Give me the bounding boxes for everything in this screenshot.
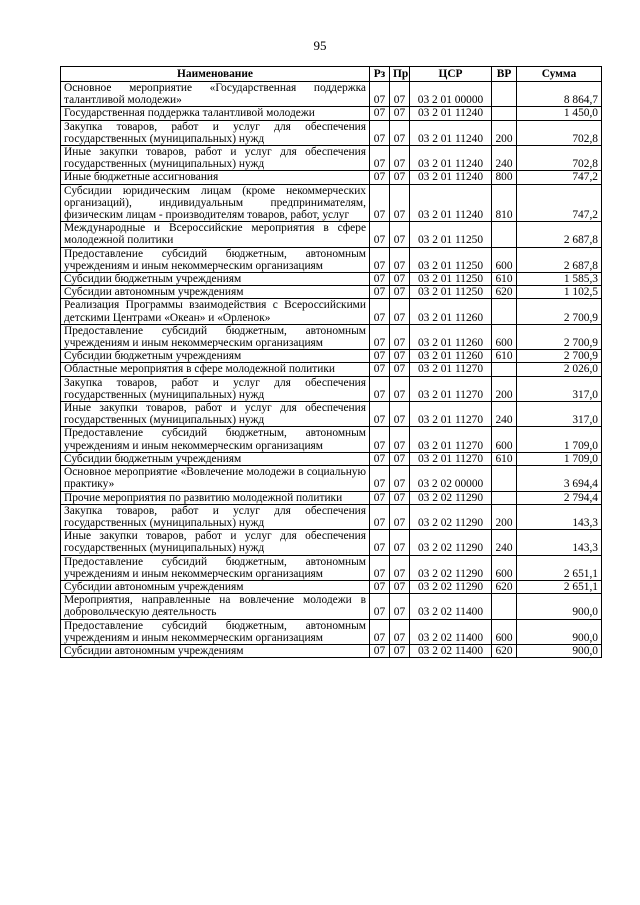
column-header-sum: Сумма xyxy=(517,67,602,82)
table-row xyxy=(61,427,602,452)
table-header-row xyxy=(61,67,602,82)
row-vr: 600 xyxy=(492,555,517,580)
row-sum: 900,0 xyxy=(517,644,602,657)
row-pr: 07 xyxy=(390,594,410,619)
row-csr: 03 2 01 11260 xyxy=(410,324,492,349)
row-rz: 07 xyxy=(370,286,390,299)
row-pr: 07 xyxy=(390,580,410,593)
row-vr xyxy=(492,82,517,107)
row-name: Государственная поддержка талантливой молодежи xyxy=(61,107,370,120)
row-rz: 07 xyxy=(370,619,390,644)
row-rz: 07 xyxy=(370,273,390,286)
row-vr xyxy=(492,466,517,491)
row-rz: 07 xyxy=(370,363,390,376)
row-sum: 1 102,5 xyxy=(517,286,602,299)
row-rz: 07 xyxy=(370,580,390,593)
row-sum: 2 687,8 xyxy=(517,222,602,247)
row-vr: 610 xyxy=(492,273,517,286)
row-name: Предоставление субсидий бюджетным, автономным учреждениям и иным некоммерческим организациям xyxy=(61,247,370,272)
row-name: Предоставление субсидий бюджетным, автономным учреждениям и иным некоммерческим организациям xyxy=(61,324,370,349)
column-header-name: Наименование xyxy=(61,67,370,82)
row-vr: 200 xyxy=(492,504,517,529)
row-sum: 747,2 xyxy=(517,171,602,184)
row-rz: 07 xyxy=(370,491,390,504)
row-rz: 07 xyxy=(370,594,390,619)
row-csr: 03 2 01 11240 xyxy=(410,120,492,145)
row-sum: 900,0 xyxy=(517,619,602,644)
row-sum: 143,3 xyxy=(517,504,602,529)
row-rz: 07 xyxy=(370,555,390,580)
row-csr: 03 2 02 11400 xyxy=(410,619,492,644)
row-sum: 1 709,0 xyxy=(517,427,602,452)
row-rz: 07 xyxy=(370,402,390,427)
table-row xyxy=(61,363,602,376)
row-csr: 03 2 01 11270 xyxy=(410,402,492,427)
row-vr: 620 xyxy=(492,644,517,657)
row-rz: 07 xyxy=(370,171,390,184)
table-row xyxy=(61,324,602,349)
row-csr: 03 2 02 11290 xyxy=(410,580,492,593)
row-vr: 240 xyxy=(492,146,517,171)
table-row xyxy=(61,644,602,657)
row-rz: 07 xyxy=(370,466,390,491)
row-csr: 03 2 02 11290 xyxy=(410,491,492,504)
row-name: Субсидии автономным учреждениям xyxy=(61,644,370,657)
row-csr: 03 2 01 00000 xyxy=(410,82,492,107)
column-header-pr: Пр xyxy=(390,67,410,82)
row-csr: 03 2 01 11240 xyxy=(410,171,492,184)
table-row xyxy=(61,555,602,580)
row-name: Иные закупки товаров, работ и услуг для обеспечения государственных (муниципальных) нужд xyxy=(61,402,370,427)
row-name: Субсидии юридическим лицам (кроме некоммерческих организаций), индивидуальным предпринимателям, физическим лицам - производителям товаров, работ, услуг xyxy=(61,184,370,222)
row-pr: 07 xyxy=(390,452,410,465)
row-sum: 2 794,4 xyxy=(517,491,602,504)
row-pr: 07 xyxy=(390,363,410,376)
row-sum: 2 651,1 xyxy=(517,555,602,580)
row-vr xyxy=(492,222,517,247)
row-rz: 07 xyxy=(370,427,390,452)
row-rz: 07 xyxy=(370,644,390,657)
row-rz: 07 xyxy=(370,107,390,120)
row-pr: 07 xyxy=(390,107,410,120)
row-sum: 3 694,4 xyxy=(517,466,602,491)
row-rz: 07 xyxy=(370,184,390,222)
row-sum: 143,3 xyxy=(517,530,602,555)
row-pr: 07 xyxy=(390,644,410,657)
row-sum: 2 687,8 xyxy=(517,247,602,272)
row-pr: 07 xyxy=(390,146,410,171)
table-row xyxy=(61,120,602,145)
row-vr: 810 xyxy=(492,184,517,222)
row-csr: 03 2 01 11240 xyxy=(410,107,492,120)
row-pr: 07 xyxy=(390,466,410,491)
table-row xyxy=(61,273,602,286)
row-vr: 600 xyxy=(492,619,517,644)
row-name: Областные мероприятия в сфере молодежной политики xyxy=(61,363,370,376)
table-row xyxy=(61,452,602,465)
row-rz: 07 xyxy=(370,350,390,363)
budget-table xyxy=(60,66,602,658)
row-pr: 07 xyxy=(390,324,410,349)
row-pr: 07 xyxy=(390,171,410,184)
row-pr: 07 xyxy=(390,273,410,286)
row-name: Субсидии бюджетным учреждениям xyxy=(61,273,370,286)
row-vr xyxy=(492,363,517,376)
row-vr xyxy=(492,107,517,120)
table-row xyxy=(61,146,602,171)
row-csr: 03 2 02 11400 xyxy=(410,594,492,619)
row-csr: 03 2 01 11270 xyxy=(410,452,492,465)
row-vr xyxy=(492,299,517,324)
row-vr xyxy=(492,594,517,619)
row-pr: 07 xyxy=(390,376,410,401)
table-row xyxy=(61,247,602,272)
table-row xyxy=(61,350,602,363)
row-pr: 07 xyxy=(390,120,410,145)
table-row xyxy=(61,184,602,222)
row-vr: 610 xyxy=(492,452,517,465)
row-pr: 07 xyxy=(390,82,410,107)
row-vr: 240 xyxy=(492,530,517,555)
row-name: Мероприятия, направленные на вовлечение молодежи в добровольческую деятельность xyxy=(61,594,370,619)
row-name: Субсидии автономным учреждениям xyxy=(61,286,370,299)
row-rz: 07 xyxy=(370,452,390,465)
row-sum: 2 026,0 xyxy=(517,363,602,376)
row-sum: 8 864,7 xyxy=(517,82,602,107)
row-csr: 03 2 01 11270 xyxy=(410,363,492,376)
row-name: Закупка товаров, работ и услуг для обеспечения государственных (муниципальных) нужд xyxy=(61,120,370,145)
row-pr: 07 xyxy=(390,427,410,452)
row-name: Предоставление субсидий бюджетным, автономным учреждениям и иным некоммерческим организациям xyxy=(61,619,370,644)
row-rz: 07 xyxy=(370,222,390,247)
table-row xyxy=(61,107,602,120)
row-pr: 07 xyxy=(390,504,410,529)
row-csr: 03 2 01 11250 xyxy=(410,273,492,286)
table-row xyxy=(61,466,602,491)
row-pr: 07 xyxy=(390,184,410,222)
table-row xyxy=(61,619,602,644)
row-vr: 600 xyxy=(492,324,517,349)
row-vr: 600 xyxy=(492,427,517,452)
row-rz: 07 xyxy=(370,504,390,529)
row-rz: 07 xyxy=(370,82,390,107)
row-name: Реализация Программы взаимодействия с Всероссийскими детскими Центрами «Океан» и «Орленок» xyxy=(61,299,370,324)
row-name: Международные и Всероссийские мероприятия в сфере молодежной политики xyxy=(61,222,370,247)
row-name: Основное мероприятие «Вовлечение молодежи в социальную практику» xyxy=(61,466,370,491)
row-sum: 702,8 xyxy=(517,120,602,145)
table-body xyxy=(61,82,602,658)
row-vr: 610 xyxy=(492,350,517,363)
row-sum: 900,0 xyxy=(517,594,602,619)
row-csr: 03 2 01 11240 xyxy=(410,184,492,222)
row-name: Прочие мероприятия по развитию молодежной политики xyxy=(61,491,370,504)
row-csr: 03 2 01 11250 xyxy=(410,247,492,272)
row-name: Предоставление субсидий бюджетным, автономным учреждениям и иным некоммерческим организациям xyxy=(61,427,370,452)
table-row xyxy=(61,299,602,324)
table-row xyxy=(61,504,602,529)
row-csr: 03 2 02 11290 xyxy=(410,555,492,580)
row-pr: 07 xyxy=(390,286,410,299)
row-pr: 07 xyxy=(390,247,410,272)
row-vr: 620 xyxy=(492,286,517,299)
row-name: Субсидии автономным учреждениям xyxy=(61,580,370,593)
row-sum: 2 700,9 xyxy=(517,299,602,324)
row-rz: 07 xyxy=(370,324,390,349)
row-sum: 317,0 xyxy=(517,402,602,427)
row-csr: 03 2 01 11260 xyxy=(410,350,492,363)
table-row xyxy=(61,376,602,401)
row-rz: 07 xyxy=(370,299,390,324)
row-rz: 07 xyxy=(370,247,390,272)
row-vr: 800 xyxy=(492,171,517,184)
table-row xyxy=(61,286,602,299)
table-row xyxy=(61,580,602,593)
row-sum: 2 700,9 xyxy=(517,350,602,363)
table-row xyxy=(61,530,602,555)
row-csr: 03 2 01 11260 xyxy=(410,299,492,324)
row-pr: 07 xyxy=(390,222,410,247)
column-header-vr: ВР xyxy=(492,67,517,82)
row-pr: 07 xyxy=(390,619,410,644)
row-sum: 317,0 xyxy=(517,376,602,401)
table-row xyxy=(61,594,602,619)
row-csr: 03 2 02 00000 xyxy=(410,466,492,491)
row-sum: 702,8 xyxy=(517,146,602,171)
row-vr: 200 xyxy=(492,120,517,145)
row-name: Иные закупки товаров, работ и услуг для обеспечения государственных (муниципальных) нужд xyxy=(61,146,370,171)
row-pr: 07 xyxy=(390,350,410,363)
row-pr: 07 xyxy=(390,530,410,555)
row-vr: 620 xyxy=(492,580,517,593)
row-name: Иные бюджетные ассигнования xyxy=(61,171,370,184)
row-sum: 1 450,0 xyxy=(517,107,602,120)
row-pr: 07 xyxy=(390,299,410,324)
row-pr: 07 xyxy=(390,402,410,427)
row-csr: 03 2 01 11240 xyxy=(410,146,492,171)
row-name: Основное мероприятие «Государственная поддержка талантливой молодежи» xyxy=(61,82,370,107)
table-row xyxy=(61,491,602,504)
row-csr: 03 2 01 11270 xyxy=(410,427,492,452)
page-number: 95 xyxy=(313,38,327,53)
row-csr: 03 2 01 11250 xyxy=(410,286,492,299)
row-csr: 03 2 01 11250 xyxy=(410,222,492,247)
row-name: Иные закупки товаров, работ и услуг для обеспечения государственных (муниципальных) нужд xyxy=(61,530,370,555)
row-csr: 03 2 02 11290 xyxy=(410,530,492,555)
row-sum: 747,2 xyxy=(517,184,602,222)
row-pr: 07 xyxy=(390,555,410,580)
row-csr: 03 2 01 11270 xyxy=(410,376,492,401)
column-header-csr: ЦСР xyxy=(410,67,492,82)
row-rz: 07 xyxy=(370,146,390,171)
row-name: Закупка товаров, работ и услуг для обеспечения государственных (муниципальных) нужд xyxy=(61,504,370,529)
column-header-rz: Рз xyxy=(370,67,390,82)
table-row xyxy=(61,402,602,427)
row-rz: 07 xyxy=(370,530,390,555)
row-pr: 07 xyxy=(390,491,410,504)
row-name: Субсидии бюджетным учреждениям xyxy=(61,452,370,465)
table-row xyxy=(61,82,602,107)
row-name: Предоставление субсидий бюджетным, автономным учреждениям и иным некоммерческим организациям xyxy=(61,555,370,580)
row-sum: 1 709,0 xyxy=(517,452,602,465)
row-sum: 1 585,3 xyxy=(517,273,602,286)
row-rz: 07 xyxy=(370,376,390,401)
row-sum: 2 700,9 xyxy=(517,324,602,349)
row-name: Закупка товаров, работ и услуг для обеспечения государственных (муниципальных) нужд xyxy=(61,376,370,401)
row-name: Субсидии бюджетным учреждениям xyxy=(61,350,370,363)
row-vr: 600 xyxy=(492,247,517,272)
row-vr xyxy=(492,491,517,504)
row-sum: 2 651,1 xyxy=(517,580,602,593)
row-rz: 07 xyxy=(370,120,390,145)
row-vr: 200 xyxy=(492,376,517,401)
row-csr: 03 2 02 11290 xyxy=(410,504,492,529)
table-row xyxy=(61,171,602,184)
row-vr: 240 xyxy=(492,402,517,427)
table-row xyxy=(61,222,602,247)
row-csr: 03 2 02 11400 xyxy=(410,644,492,657)
